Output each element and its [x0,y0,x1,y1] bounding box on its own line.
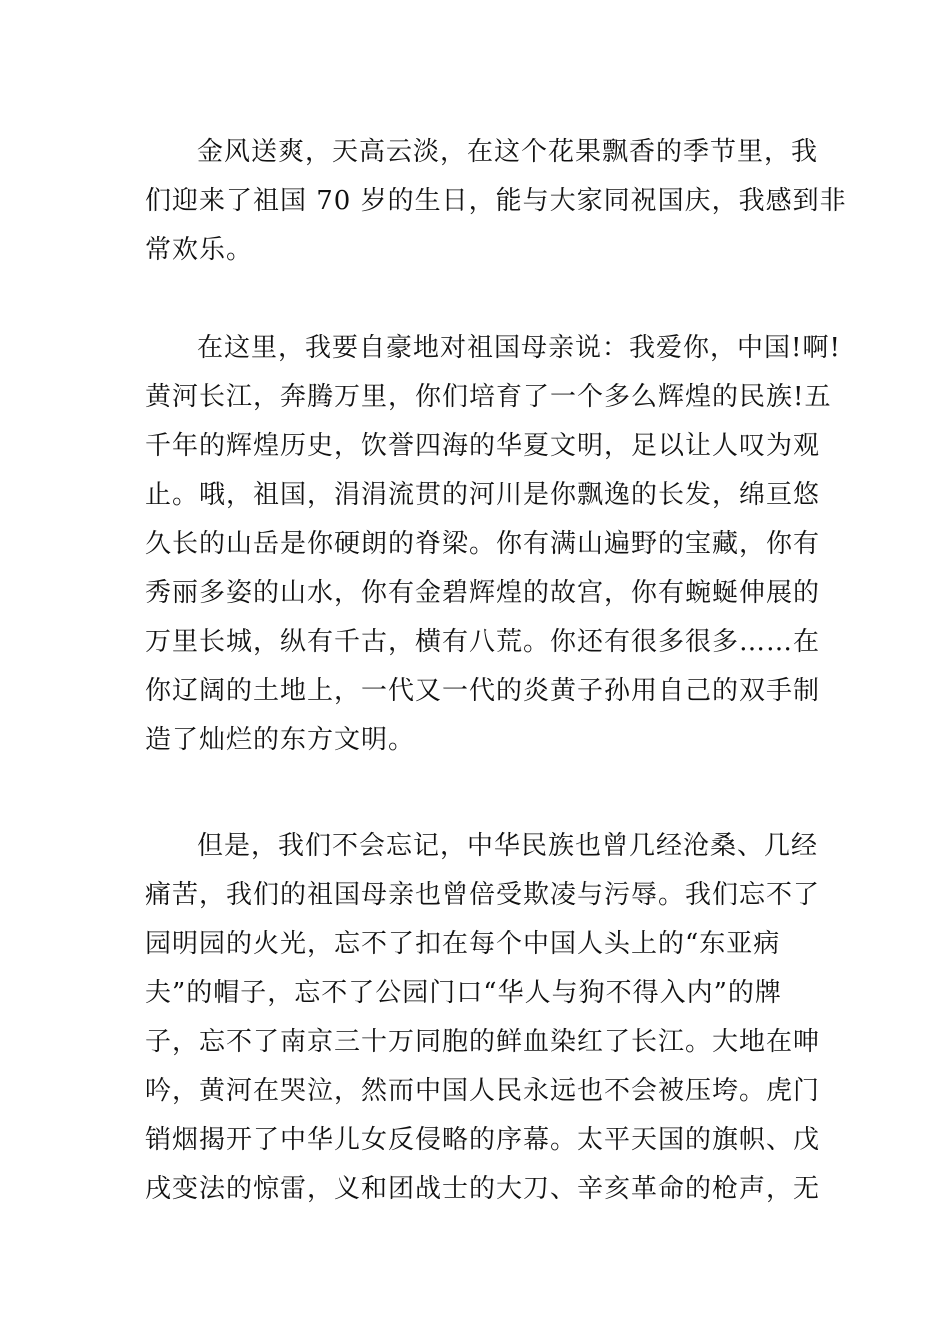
text-line: 秀丽多姿的山水，你有金碧辉煌的故宫，你有蜿蜒伸展的 [145,578,821,608]
text-line: 夫”的帽子，忘不了公园门口“华人与狗不得入内”的牌 [145,978,782,1008]
text-line: 万里长城，纵有千古，横有八荒。你还有很多很多……在 [145,627,821,657]
text-line: 你辽阔的土地上，一代又一代的炎黄子孙用自己的双手制 [145,676,821,706]
text-line: 吟，黄河在哭泣，然而中国人民永远也不会被压垮。虎门 [145,1076,821,1106]
text-line: 金风送爽，天高云淡，在这个花果飘香的季节里，我 [197,137,819,167]
text-line: 们迎来了祖国 70 岁的生日，能与大家同祝国庆，我感到非 [145,186,847,216]
text-line: 销烟揭开了中华儿女反侵略的序幕。太平天国的旗帜、戊 [145,1125,821,1155]
text-line: 黄河长江，奔腾万里，你们培育了一个多么辉煌的民族!五 [145,382,832,412]
text-line: 千年的辉煌历史，饮誉四海的华夏文明，足以让人叹为观 [145,431,821,461]
paragraph-1 [145,128,847,275]
text-line: 子，忘不了南京三十万同胞的鲜血染红了长江。大地在呻 [145,1027,821,1057]
text-line: 园明园的火光，忘不了扣在每个中国人头上的“东亚病 [145,929,781,959]
text-line: 但是，我们不会忘记，中华民族也曾几经沧桑、几经 [197,831,819,861]
paragraph-3 [145,822,825,1214]
paragraph-2 [145,324,841,765]
text-line: 戌变法的惊雷，义和团战士的大刀、辛亥革命的枪声，无 [145,1174,821,1204]
text-line: 久长的山岳是你硬朗的脊梁。你有满山遍野的宝藏，你有 [145,529,821,559]
text-line: 止。哦，祖国，涓涓流贯的河川是你飘逸的长发，绵亘悠 [145,480,821,510]
text-line: 造了灿烂的东方文明。 [145,725,416,755]
text-line: 痛苦，我们的祖国母亲也曾倍受欺凌与污辱。我们忘不了 [145,880,821,910]
text-line: 在这里，我要自豪地对祖国母亲说：我爱你，中国!啊! [197,333,841,363]
text-line: 常欢乐。 [145,235,254,265]
